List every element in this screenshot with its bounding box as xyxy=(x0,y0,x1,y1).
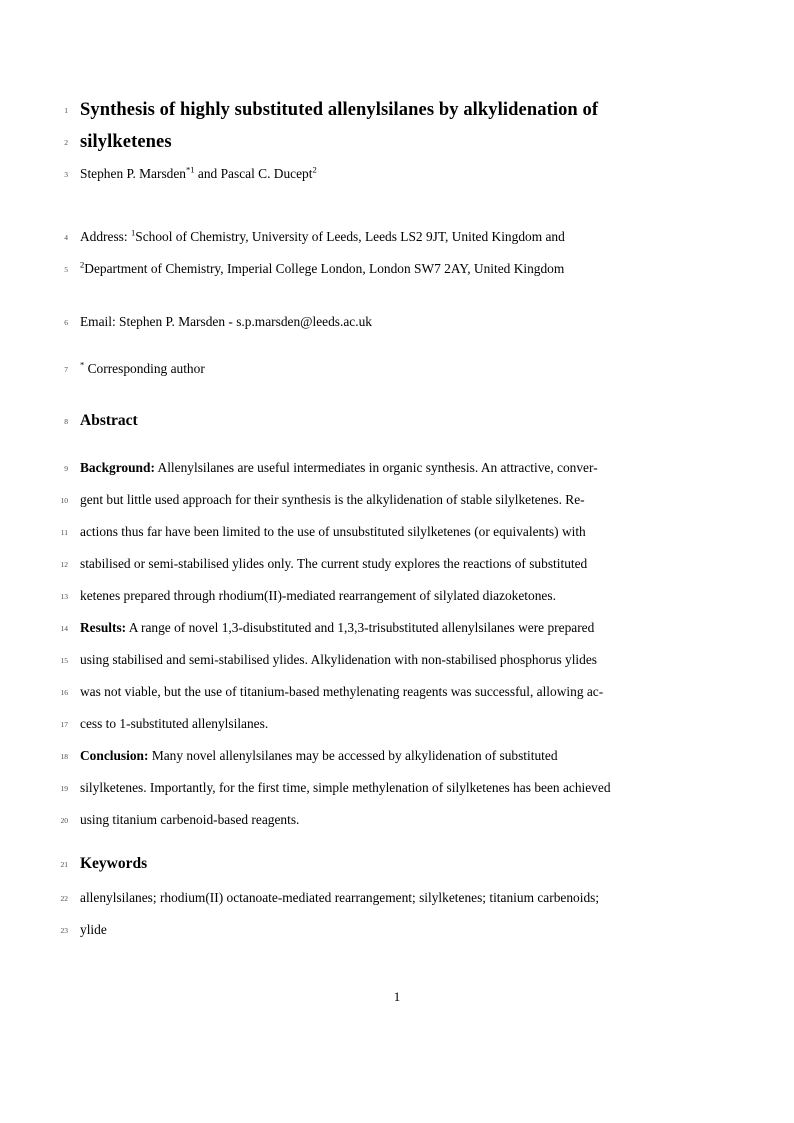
text-line-9 xyxy=(0,452,794,484)
text-segment: ketenes prepared through rhodium(II)-mediated rearrangement of silylated diazoketones. xyxy=(80,588,556,603)
line-number: 3 xyxy=(64,169,68,179)
text-line-12 xyxy=(0,548,794,580)
text-segment: A range of novel 1,3-disubstituted and 1,3,3-trisubstituted allenylsilanes were prepared xyxy=(126,620,595,635)
line-number: 12 xyxy=(60,559,68,569)
text-segment: Corresponding author xyxy=(84,361,205,376)
text-segment: Address: xyxy=(80,229,131,244)
line-number: 15 xyxy=(60,655,68,665)
text-segment: silylketenes xyxy=(80,132,172,152)
text-line-8 xyxy=(0,403,794,439)
text-line-14 xyxy=(0,612,794,644)
text-line-13 xyxy=(0,580,794,612)
text-line-18 xyxy=(0,740,794,772)
line-text xyxy=(80,708,268,740)
text-segment: Conclusion: xyxy=(80,748,149,763)
line-number: 19 xyxy=(60,783,68,793)
line-text xyxy=(80,612,594,644)
page-number: 1 xyxy=(393,989,401,1004)
line-number: 9 xyxy=(64,463,68,473)
line-text xyxy=(80,353,205,385)
text-segment: stabilised or semi-stabilised ylides only. The current study explores the reactions of substituted xyxy=(80,556,588,571)
text-line-16 xyxy=(0,676,794,708)
text-segment: 2 xyxy=(80,259,85,270)
line-number: 10 xyxy=(60,495,68,505)
line-number: 8 xyxy=(64,416,68,426)
text-segment: and Pascal C. Ducept xyxy=(194,166,313,181)
text-segment: Allenylsilanes are useful intermediates in organic synthesis. An attractive, conver- xyxy=(154,460,598,475)
line-number: 23 xyxy=(60,925,68,935)
text-line-10 xyxy=(0,484,794,516)
text-line-5 xyxy=(0,253,794,285)
text-line-19 xyxy=(0,772,794,804)
text-line-17 xyxy=(0,708,794,740)
text-segment: Department of Chemistry, Imperial College London, London SW7 2AY, United Kingdom xyxy=(84,261,565,276)
text-segment: *1 xyxy=(186,164,195,175)
text-segment: using stabilised and semi-stabilised ylides. Alkylidenation with non-stabilised phosphorus ylides xyxy=(80,652,597,667)
line-number: 1 xyxy=(64,105,68,115)
text-segment: actions thus far have been limited to the use of unsubstituted silylketenes (or equivalents) with xyxy=(80,524,586,539)
line-number: 16 xyxy=(60,687,68,697)
text-segment: Email: Stephen P. Marsden - s.p.marsden@leeds.ac.uk xyxy=(80,314,372,329)
line-number: 6 xyxy=(64,317,68,327)
line-number: 21 xyxy=(60,859,68,869)
line-number: 4 xyxy=(64,232,68,242)
text-line-23 xyxy=(0,914,794,946)
text-line-3 xyxy=(0,158,794,190)
line-text xyxy=(80,772,611,804)
line-number: 11 xyxy=(60,527,68,537)
text-segment: Abstract xyxy=(80,412,138,429)
text-segment: * xyxy=(80,359,85,370)
line-text xyxy=(80,740,558,772)
text-segment: cess to 1-substituted allenylsilanes. xyxy=(80,716,269,731)
line-number: 17 xyxy=(60,719,68,729)
line-text xyxy=(80,94,598,126)
line-text xyxy=(80,158,317,190)
line-text xyxy=(80,484,585,516)
text-segment: gent but little used approach for their synthesis is the alkylidenation of stable silylketenes. Re- xyxy=(80,492,585,507)
line-text xyxy=(80,914,107,946)
text-segment: Many novel allenylsilanes may be accessed by alkylidenation of substituted xyxy=(148,748,558,763)
line-text xyxy=(80,644,597,676)
line-text xyxy=(80,882,599,914)
text-segment: 1 xyxy=(130,227,136,238)
line-text xyxy=(80,126,172,158)
text-line-15 xyxy=(0,644,794,676)
line-text xyxy=(80,253,564,285)
text-segment: was not viable, but the use of titanium-based methylenating reagents was successful, allowing ac- xyxy=(80,684,604,699)
manuscript-lines xyxy=(0,94,794,946)
line-number: 18 xyxy=(60,751,68,761)
text-segment: Results: xyxy=(80,620,127,635)
line-text xyxy=(80,221,565,253)
text-line-4 xyxy=(0,221,794,253)
text-line-21 xyxy=(0,846,794,882)
line-number: 22 xyxy=(60,893,68,903)
text-segment: silylketenes. Importantly, for the first time, simple methylenation of silylketenes has been achieved xyxy=(80,780,611,795)
line-number: 13 xyxy=(60,591,68,601)
text-segment: using titanium carbenoid-based reagents. xyxy=(80,812,300,827)
line-number: 7 xyxy=(64,364,68,374)
text-line-7 xyxy=(0,353,794,385)
text-segment: School of Chemistry, University of Leeds, Leeds LS2 9JT, United Kingdom and xyxy=(135,229,565,244)
line-text xyxy=(80,516,586,548)
text-segment: Keywords xyxy=(80,855,148,872)
text-segment: allenylsilanes; rhodium(II) octanoate-mediated rearrangement; silylketenes; titanium carbenoids; xyxy=(80,890,600,905)
text-line-1 xyxy=(0,94,794,126)
line-text xyxy=(80,676,603,708)
text-line-6 xyxy=(0,306,794,338)
text-line-11 xyxy=(0,516,794,548)
line-text xyxy=(80,452,598,484)
text-line-2 xyxy=(0,126,794,158)
line-text xyxy=(80,804,299,836)
text-segment: Background: xyxy=(80,460,155,475)
text-segment: Synthesis of highly substituted allenylsilanes by alkylidenation of xyxy=(80,100,599,120)
line-number: 20 xyxy=(60,815,68,825)
line-text xyxy=(80,580,556,612)
line-number: 5 xyxy=(64,264,68,274)
line-text xyxy=(80,848,147,880)
line-number: 2 xyxy=(64,137,68,147)
line-text xyxy=(80,405,138,437)
text-segment: ylide xyxy=(80,922,107,937)
text-segment: Stephen P. Marsden xyxy=(80,166,186,181)
line-text xyxy=(80,548,587,580)
line-number: 14 xyxy=(60,623,68,633)
text-segment: 2 xyxy=(312,164,317,175)
text-line-22 xyxy=(0,882,794,914)
line-text xyxy=(80,306,372,338)
text-line-20 xyxy=(0,804,794,836)
